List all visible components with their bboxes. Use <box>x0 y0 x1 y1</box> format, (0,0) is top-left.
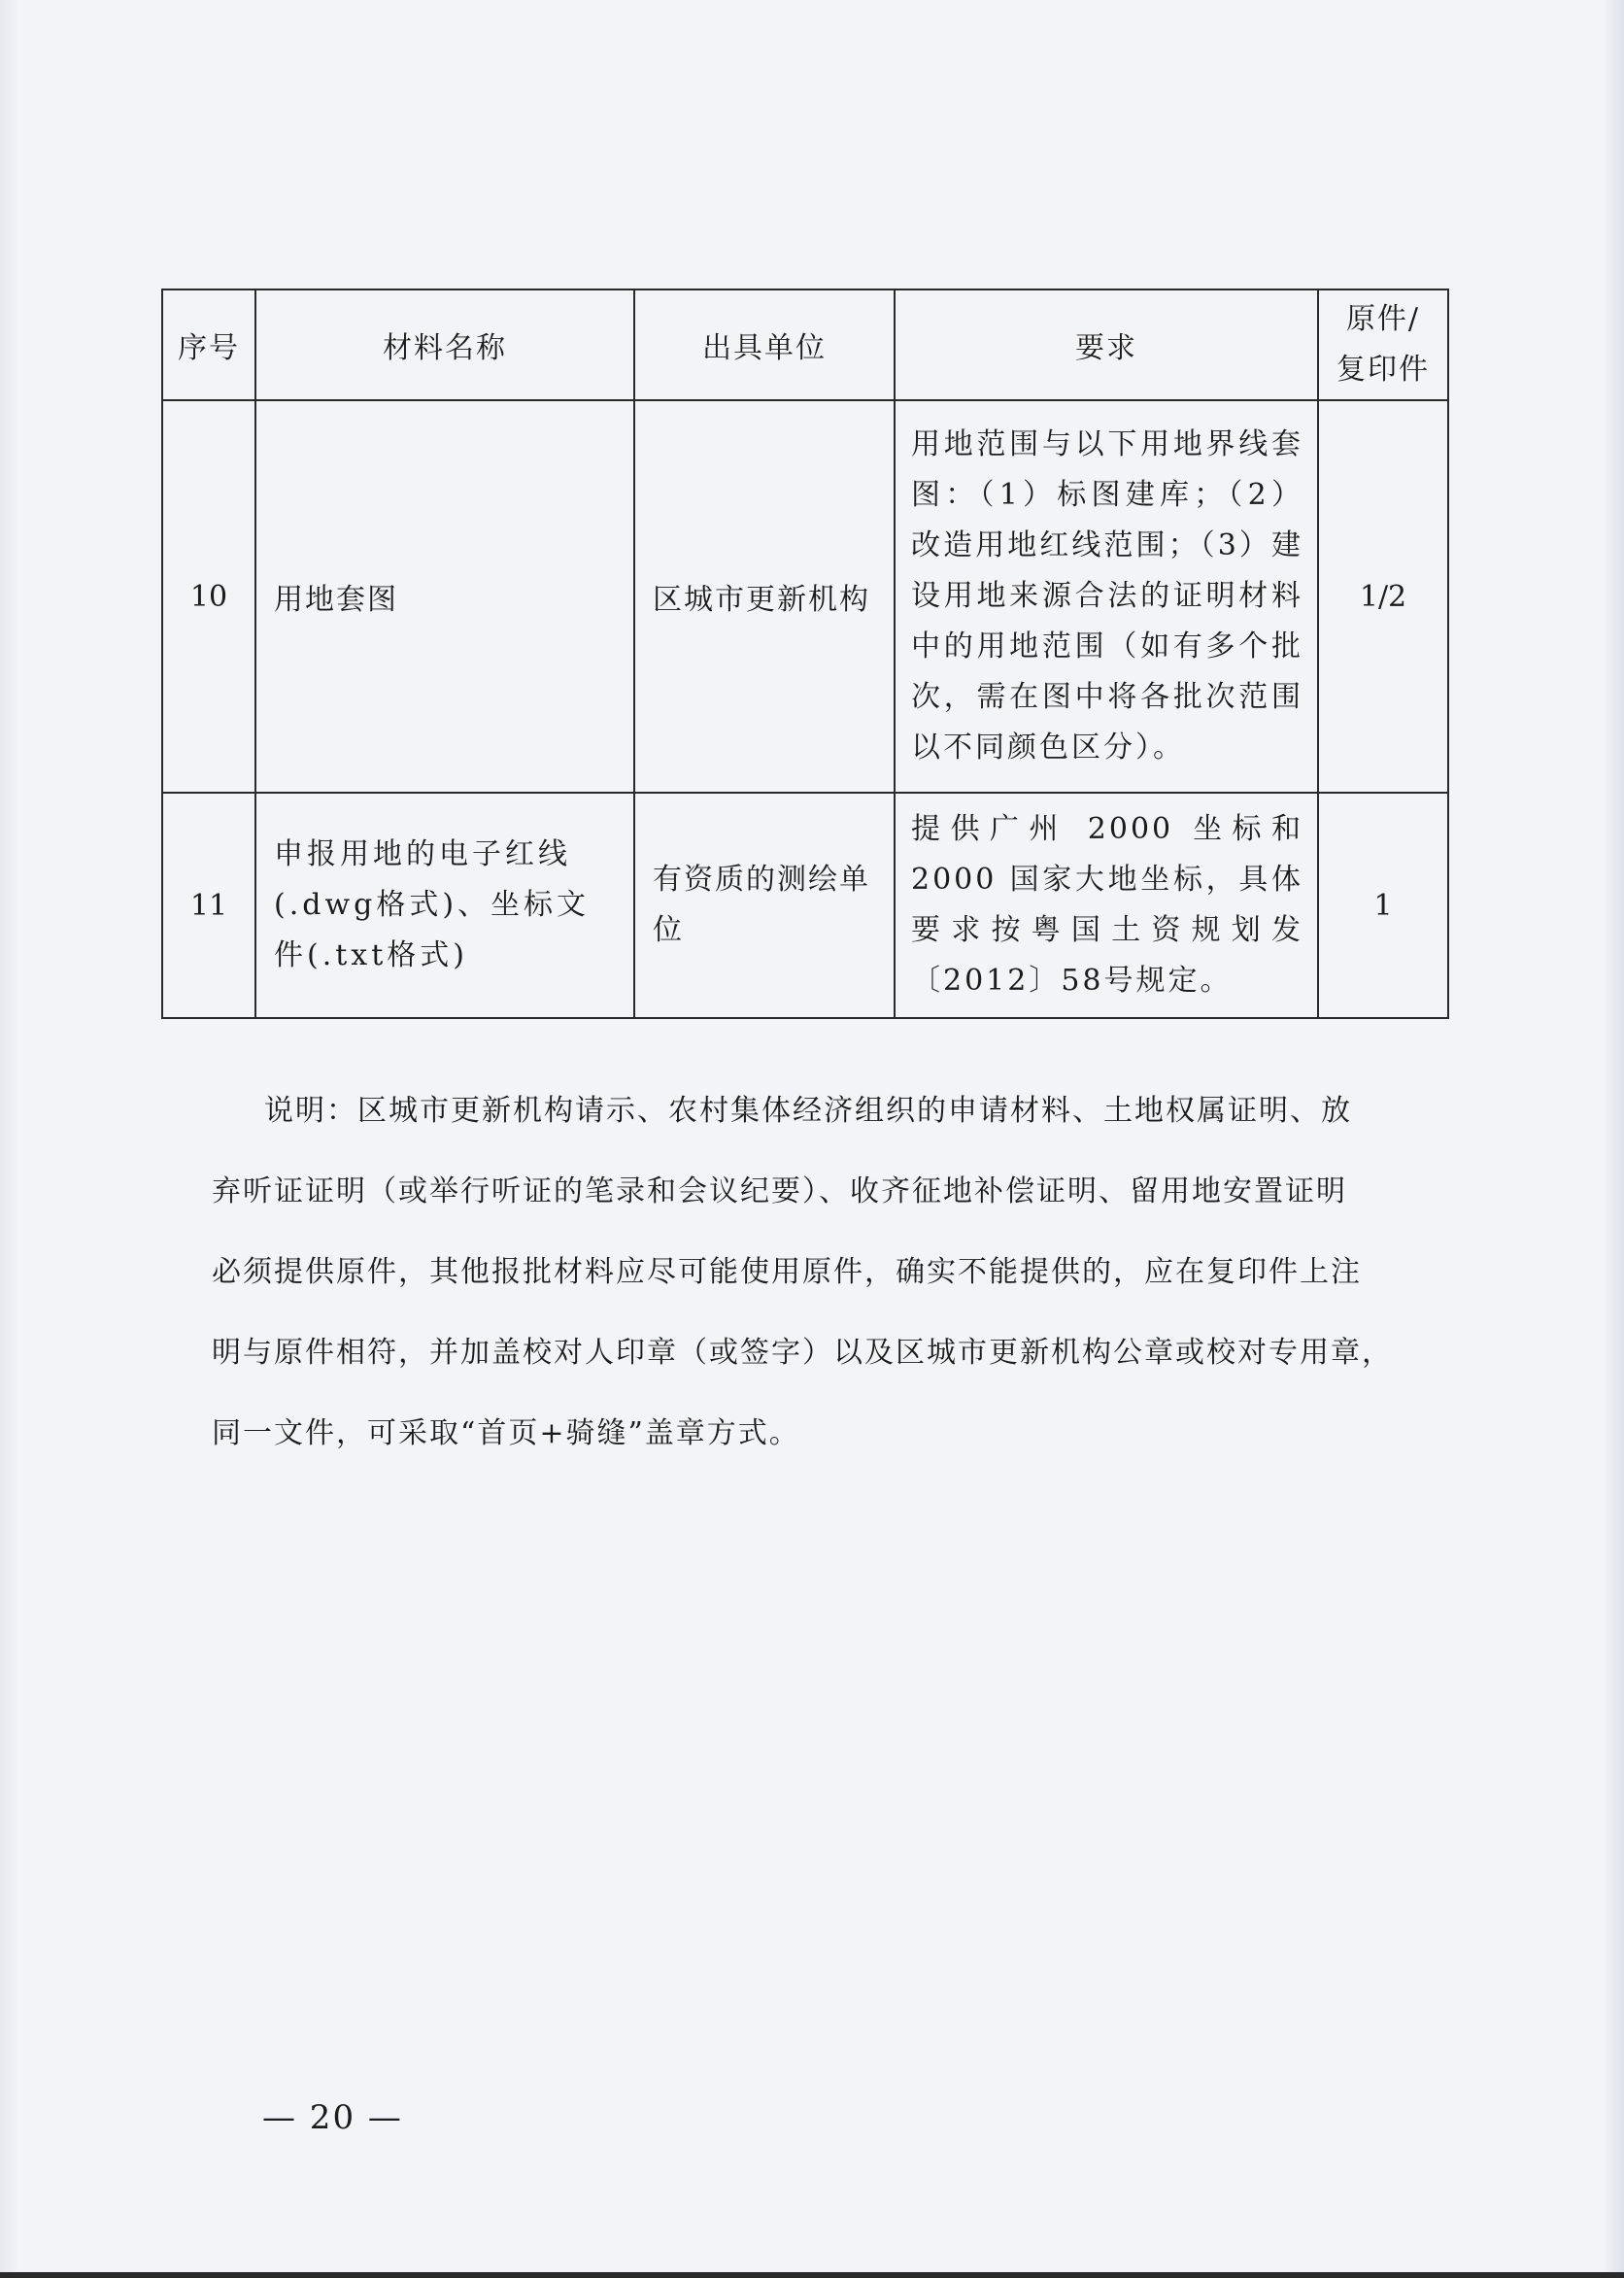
row-seq: 11 <box>162 793 255 1018</box>
row-copy-count: 1 <box>1318 793 1448 1018</box>
row-material-name: 申报用地的电子红线(.dwg格式)、坐标文件(.txt格式) <box>255 793 634 1018</box>
explanation-note <box>212 1071 1406 1474</box>
note-line: 同一文件，可采取“首页+骑缝”盖章方式。 <box>212 1416 800 1450</box>
row-copy-count: 1/2 <box>1318 400 1448 793</box>
note-line: 明与原件相符，并加盖校对人印章（或签字）以及区城市更新机构公章或校对专用章， <box>212 1336 1393 1370</box>
header-requirement: 要求 <box>895 289 1318 400</box>
page-edge-right <box>1603 0 1624 2278</box>
materials-table <box>161 289 1449 1019</box>
table-header-row <box>162 289 1448 400</box>
row-material-name: 用地套图 <box>255 400 634 793</box>
page-edge-left <box>0 0 19 2278</box>
row-seq: 10 <box>162 400 255 793</box>
header-issuer: 出具单位 <box>634 289 895 400</box>
row-issuer: 区城市更新机构 <box>634 400 895 793</box>
row-issuer: 有资质的测绘单位 <box>634 793 895 1018</box>
page-number: — 20 — <box>262 2098 403 2137</box>
page-edge-bottom <box>0 2272 1624 2278</box>
header-name: 材料名称 <box>255 289 634 400</box>
header-copy-line1: 原件/ <box>1345 302 1421 336</box>
note-line: 说明：区城市更新机构请示、农村集体经济组织的申请材料、土地权属证明、放 <box>264 1094 1352 1128</box>
header-copy <box>1318 289 1448 400</box>
table-row <box>162 793 1448 1018</box>
row-requirement: 提供广州 2000 坐标和 2000 国家大地坐标，具体要求按粤国土资规划发〔2012〕58号规定。 <box>895 793 1318 1018</box>
row-requirement: 用地范围与以下用地界线套图：（1）标图建库；（2）改造用地红线范围；（3）建设用地来源合法的证明材料中的用地范围（如有多个批次，需在图中将各批次范围以不同颜色区分）。 <box>895 400 1318 793</box>
note-line: 必须提供原件，其他报批材料应尽可能使用原件，确实不能提供的，应在复印件上注 <box>212 1255 1362 1289</box>
header-seq: 序号 <box>162 289 255 400</box>
header-copy-line2: 复印件 <box>1336 353 1430 387</box>
note-line: 弃听证证明（或举行听证的笔录和会议纪要）、收齐征地补偿证明、留用地安置证明 <box>212 1174 1347 1208</box>
table-row <box>162 400 1448 793</box>
